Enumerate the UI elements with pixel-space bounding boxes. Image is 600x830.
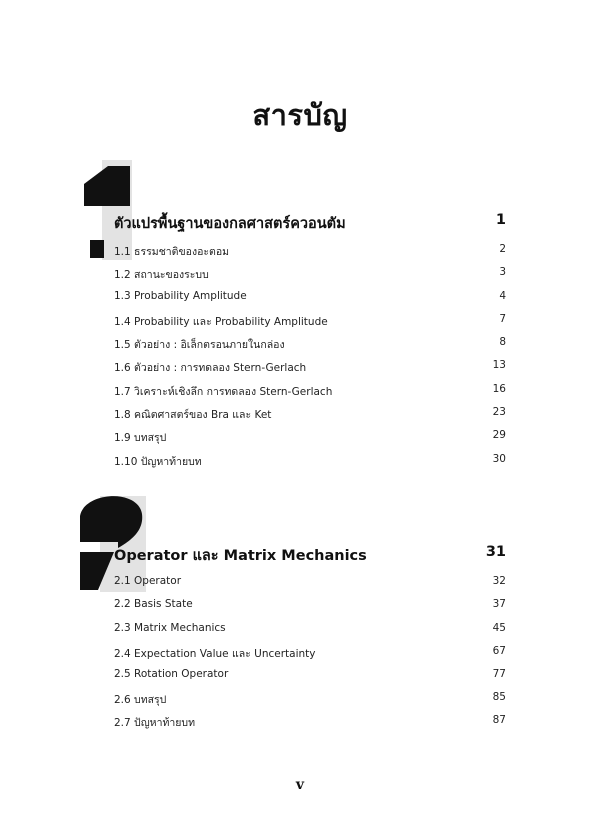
toc-entry-label: 1.4 Probability และ Probability Amplitude bbox=[114, 316, 328, 328]
toc-entry[interactable] bbox=[114, 598, 506, 616]
chapter-title: ตัวแปรพื้นฐานของกลศาสตร์ควอนตัม bbox=[114, 216, 346, 232]
toc-entry[interactable] bbox=[114, 575, 506, 593]
toc-entry-label: 1.8 คณิตศาสตร์ของ Bra และ Ket bbox=[114, 409, 272, 421]
toc-entry-page: 32 bbox=[492, 575, 506, 587]
toc-entry[interactable] bbox=[114, 313, 506, 331]
toc-entry[interactable] bbox=[114, 429, 506, 447]
toc-entry-label: 1.5 ตัวอย่าง : อิเล็กตรอนภายในกล่อง bbox=[114, 339, 285, 351]
chapter-title: Operator และ Matrix Mechanics bbox=[114, 548, 367, 564]
toc-entry[interactable] bbox=[114, 622, 506, 640]
toc-entry-page: 3 bbox=[499, 266, 506, 278]
toc-entry-page: 77 bbox=[492, 668, 506, 680]
toc-entry[interactable] bbox=[114, 266, 506, 284]
toc-entry-page: 16 bbox=[492, 383, 506, 395]
toc-entry-label: 2.6 บทสรุป bbox=[114, 694, 167, 706]
toc-entry-page: 37 bbox=[492, 598, 506, 610]
toc-entry-label: 2.7 ปัญหาท้ายบท bbox=[114, 717, 196, 729]
toc-entry-page: 13 bbox=[492, 359, 506, 371]
chapter-heading[interactable] bbox=[114, 212, 506, 236]
toc-entry-label: 1.9 บทสรุป bbox=[114, 432, 167, 444]
toc-entry-label: 2.2 Basis State bbox=[114, 598, 193, 610]
toc-entry-page: 30 bbox=[492, 453, 506, 465]
toc-entry-page: 87 bbox=[492, 714, 506, 726]
toc-entry-label: 2.5 Rotation Operator bbox=[114, 668, 229, 680]
toc-entry[interactable] bbox=[114, 668, 506, 686]
toc-entry[interactable] bbox=[114, 714, 506, 732]
toc-entry[interactable] bbox=[114, 383, 506, 401]
toc-entry-page: 85 bbox=[492, 691, 506, 703]
toc-entry-page: 29 bbox=[492, 429, 506, 441]
toc-entry-label: 1.7 วิเคราะห์เชิงลึก การทดลอง Stern-Gerlach bbox=[114, 386, 333, 398]
toc-entry-label: 1.10 ปัญหาท้ายบท bbox=[114, 456, 202, 468]
toc-entry-label: 1.2 สถานะของระบบ bbox=[114, 269, 209, 281]
toc-entry-page: 2 bbox=[499, 243, 506, 255]
toc-entry-page: 67 bbox=[492, 645, 506, 657]
toc-entry-page: 45 bbox=[492, 622, 506, 634]
toc-entry-page: 23 bbox=[492, 406, 506, 418]
toc-entry-label: 1.1 ธรรมชาติของอะตอม bbox=[114, 246, 230, 258]
toc-entry[interactable] bbox=[114, 453, 506, 471]
toc-entry[interactable] bbox=[114, 290, 506, 308]
toc-entry[interactable] bbox=[114, 645, 506, 663]
toc-entry[interactable] bbox=[114, 359, 506, 377]
toc-entry-page: 4 bbox=[499, 290, 506, 302]
page-number: v bbox=[295, 777, 305, 793]
toc-entry[interactable] bbox=[114, 243, 506, 261]
toc-entry-page: 8 bbox=[499, 336, 506, 348]
chapter-page: 1 bbox=[495, 212, 506, 228]
toc-entry-label: 2.1 Operator bbox=[114, 575, 182, 587]
toc-entry-label: 2.3 Matrix Mechanics bbox=[114, 622, 226, 634]
toc-entry[interactable] bbox=[114, 406, 506, 424]
page-title: สารบัญ bbox=[252, 98, 348, 132]
toc-entry[interactable] bbox=[114, 691, 506, 709]
toc-entry-label: 2.4 Expectation Value และ Uncertainty bbox=[114, 648, 316, 660]
toc-entry[interactable] bbox=[114, 336, 506, 354]
chapter-heading[interactable] bbox=[114, 544, 506, 568]
chapter-page: 31 bbox=[485, 544, 506, 560]
toc-entry-page: 7 bbox=[499, 313, 506, 325]
toc-entry-label: 1.6 ตัวอย่าง : การทดลอง Stern-Gerlach bbox=[114, 362, 307, 374]
toc-entry-label: 1.3 Probability Amplitude bbox=[114, 290, 247, 302]
